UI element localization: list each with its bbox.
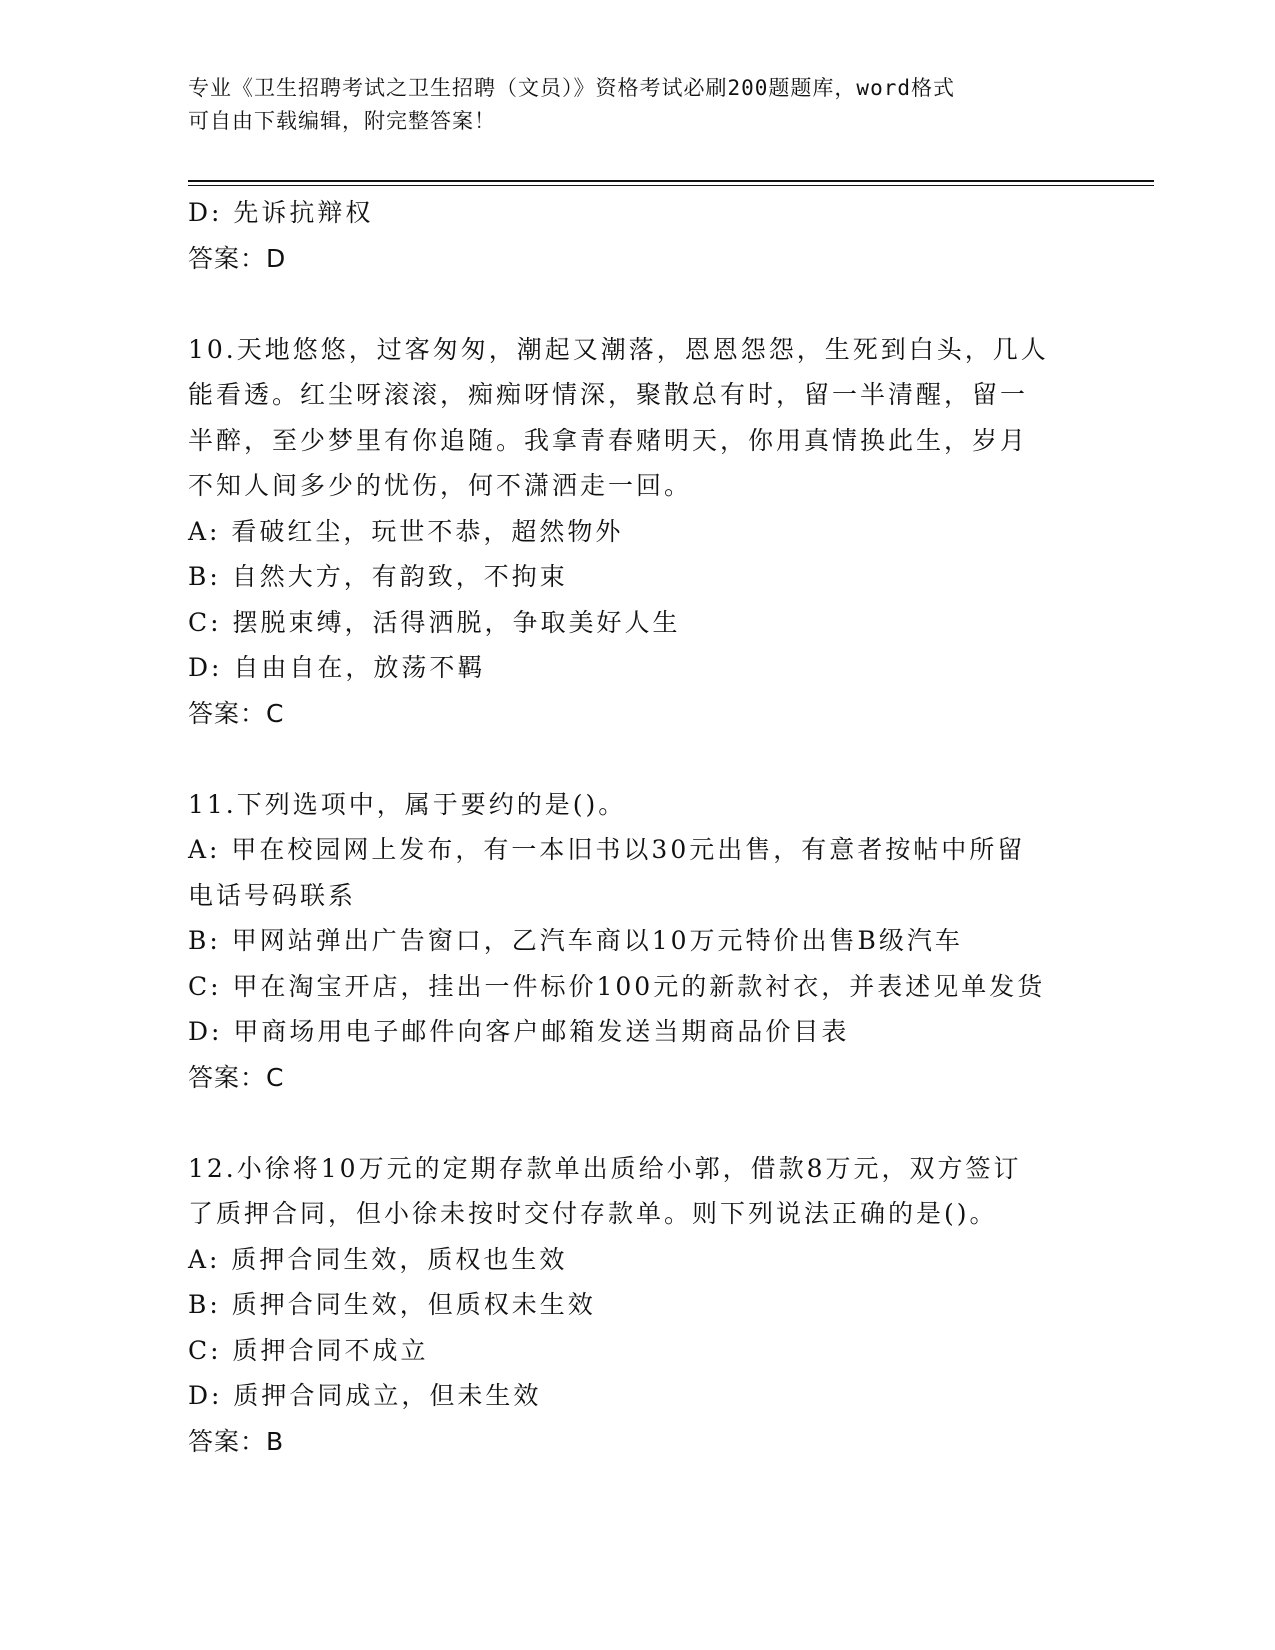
option-line: A: 质押合同生效，质权也生效: [188, 1244, 568, 1274]
spacer: [188, 1100, 1088, 1146]
option-a: [188, 1237, 1088, 1283]
option-line: B: 甲网站弹出广告窗口，乙汽车商以10万元特价出售B级汽车: [188, 926, 963, 955]
option-line: A: 甲在校园网上发布，有一本旧书以30元出售，有意者按帖中所留: [188, 835, 1026, 864]
answer-line: 答案：C: [188, 1062, 285, 1092]
question-block: [188, 1146, 1088, 1465]
option-line: B: 质押合同生效，但质权未生效: [188, 1290, 596, 1319]
option-line: D: 甲商场用电子邮件向客户邮箱发送当期商品价目表: [188, 1017, 850, 1046]
question-stem-line: 10.天地悠悠，过客匆匆，潮起又潮落，恩恩怨怨，生死到白头，几人: [188, 334, 1049, 364]
option-line: C: 摆脱束缚，活得洒脱，争取美好人生: [188, 607, 681, 637]
header-line: 可自由下载编辑，附完整答案！: [188, 109, 496, 133]
question-stem: [188, 782, 1088, 828]
question-stem: [188, 327, 1088, 509]
option-b: [188, 918, 1088, 964]
header-divider: [188, 185, 1154, 186]
option-line: B: 自然大方，有韵致，不拘束: [188, 562, 568, 591]
option-d: [188, 1009, 1088, 1055]
answer-line: 答案：C: [188, 698, 285, 728]
option-a: [188, 509, 1088, 555]
option-line: A: 看破红尘，玩世不恭，超然物外: [188, 516, 624, 546]
option-line: D: 自由自在，放荡不羁: [188, 653, 486, 682]
option-d: [188, 645, 1088, 691]
option-c: [188, 1328, 1088, 1374]
question-partial: [188, 190, 1088, 281]
spacer: [188, 736, 1088, 782]
question-stem-line: 能看透。红尘呀滚滚，痴痴呀情深，聚散总有时，留一半清醒，留一: [188, 380, 1029, 409]
option-c: [188, 964, 1088, 1010]
answer-line: 答案：B: [188, 1426, 285, 1456]
option-a: [188, 827, 1088, 918]
header-divider: [188, 180, 1154, 182]
option-b: [188, 554, 1088, 600]
question-stem-line: 12.小徐将10万元的定期存款单出质给小郭，借款8万元，双方签订: [188, 1153, 1022, 1183]
option-line: 电话号码联系: [188, 880, 357, 910]
document-body: [188, 190, 1088, 1464]
option-c: [188, 600, 1088, 646]
answer-line: 答案：D: [188, 243, 287, 273]
header-line: 专业《卫生招聘考试之卫生招聘（文员）》资格考试必刷200题题库，word格式: [188, 76, 955, 100]
question-stem-line: 了质押合同，但小徐未按时交付存款单。则下列说法正确的是()。: [188, 1199, 998, 1228]
option-line: C: 质押合同不成立: [188, 1335, 429, 1365]
question-stem-line: 半醉，至少梦里有你追随。我拿青春赌明天，你用真情换此生，岁月: [188, 425, 1029, 455]
questions-list: [188, 327, 1088, 1465]
question-stem-line: 11.下列选项中，属于要约的是()。: [188, 789, 627, 819]
option-line: C: 甲在淘宝开店，挂出一件标价100元的新款衬衣，并表述见单发货: [188, 971, 1046, 1001]
option-b: [188, 1282, 1088, 1328]
page-header: [188, 72, 1088, 138]
question-block: [188, 782, 1088, 1101]
question-stem-line: 不知人间多少的忧伤，何不潇洒走一回。: [188, 471, 693, 500]
spacer: [188, 281, 1088, 327]
question-stem: [188, 1146, 1088, 1237]
option-d: [188, 1373, 1088, 1419]
option-d: D: 先诉抗辩权: [188, 198, 374, 227]
question-block: [188, 327, 1088, 737]
option-line: D: 质押合同成立，但未生效: [188, 1381, 542, 1410]
